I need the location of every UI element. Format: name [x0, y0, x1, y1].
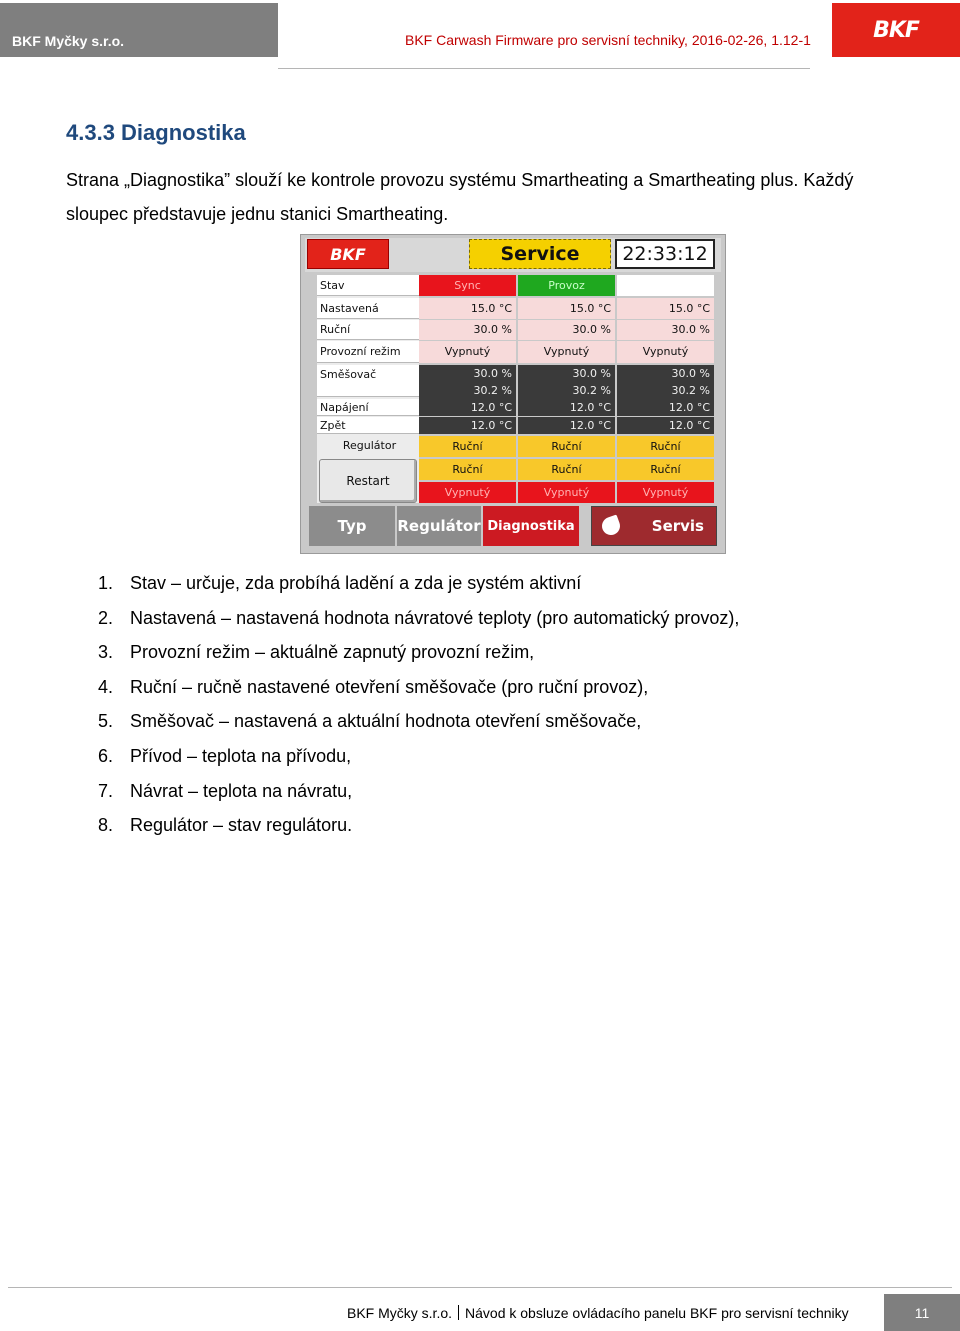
list-item: 5. Směšovač – nastavená a aktuální hodnota otevření směšovače, [98, 711, 642, 732]
cell-zpet: 12.0 °C [419, 417, 516, 434]
cell-smesovac-actual: 30.2 % [617, 382, 714, 399]
station-column-2 [518, 275, 616, 503]
label-nastavena: Nastavená [317, 298, 419, 319]
cell-napajeni: 12.0 °C [419, 399, 516, 416]
label-provozni-rezim: Provozní režim [317, 341, 419, 363]
footer-company: BKF Myčky s.r.o. [347, 1305, 453, 1321]
cell-smesovac-set: 30.0 % [617, 365, 714, 382]
cell-regulator-2: Ruční [518, 459, 615, 480]
list-item: 2. Nastavená – nastavená hodnota návratové teploty (pro automatický provoz), [98, 607, 740, 628]
cell-nastavena: 15.0 °C [518, 298, 615, 319]
page-number: 11 [884, 1294, 960, 1331]
station-column-1 [419, 275, 517, 503]
service-hand-icon [599, 514, 622, 537]
footer-title: Návod k obsluze ovládacího panelu BKF pro servisní techniky [465, 1305, 849, 1321]
cell-stav [617, 275, 714, 296]
label-regulator: Regulátor [342, 439, 397, 452]
restart-button[interactable]: Restart [319, 459, 417, 503]
cell-smesovac-actual: 30.2 % [518, 382, 615, 399]
cell-regulator-1: Ruční [617, 436, 714, 457]
cell-rezim: Vypnutý [419, 341, 516, 363]
list-item: 3. Provozní režim – aktuálně zapnutý provozní režim, [98, 642, 535, 663]
label-zpet: Zpět [317, 417, 419, 434]
cell-smesovac-set: 30.0 % [518, 365, 615, 382]
header-company: BKF Myčky s.r.o. [0, 3, 278, 57]
label-smesovac: Směšovač [317, 365, 419, 397]
label-rucni: Ruční [317, 320, 419, 340]
label-napajeni: Napájení [317, 399, 419, 416]
label-stav: Stav [317, 275, 419, 296]
bkf-logo [832, 3, 960, 57]
cell-regulator-3: Vypnutý [617, 482, 714, 503]
station-column-3 [617, 275, 715, 503]
footer-text [347, 1305, 849, 1321]
cell-regulator-3: Vypnutý [419, 482, 516, 503]
cell-smesovac-set: 30.0 % [419, 365, 516, 382]
field-description-list [98, 566, 739, 843]
cell-regulator-3: Vypnutý [518, 482, 615, 503]
cell-rucni: 30.0 % [518, 320, 615, 340]
screen-title: Service [469, 239, 611, 269]
cell-regulator-1: Ruční [518, 436, 615, 457]
bkf-logo-text: BKF [873, 17, 919, 43]
tab-servis[interactable] [591, 506, 717, 546]
cell-zpet: 12.0 °C [617, 417, 714, 434]
tab-typ[interactable]: Typ [309, 506, 397, 546]
cell-napajeni: 12.0 °C [518, 399, 615, 416]
cell-zpet: 12.0 °C [518, 417, 615, 434]
cell-napajeni: 12.0 °C [617, 399, 714, 416]
cell-smesovac-actual: 30.2 % [419, 382, 516, 399]
list-item: 1. Stav – určuje, zda probíhá ladění a zda je systém aktivní [98, 573, 582, 593]
header-divider [278, 68, 810, 69]
cell-rucni: 30.0 % [617, 320, 714, 340]
screen-logo: BKF [307, 239, 389, 269]
screen-tab-bar [309, 506, 721, 546]
cell-rezim: Vypnutý [518, 341, 615, 363]
footer-separator [458, 1305, 459, 1320]
intro-line-1: Strana „Diagnostika” slouží ke kontrole provozu systému Smartheating a Smartheating plus. Každý [66, 170, 854, 190]
list-item: 6. Přívod – teplota na přívodu, [98, 745, 352, 766]
diagnostics-screenshot [300, 234, 726, 554]
station-grid [419, 275, 715, 503]
tab-diagnostika[interactable]: Diagnostika [483, 506, 581, 546]
section-intro [66, 163, 936, 231]
list-item: 4. Ruční – ručně nastavené otevření směšovače (pro ruční provoz), [98, 676, 649, 697]
cell-rezim: Vypnutý [617, 341, 714, 363]
screen-clock: 22:33:12 [615, 239, 715, 269]
tab-servis-label: Servis [651, 517, 704, 535]
cell-regulator-2: Ruční [419, 459, 516, 480]
footer-divider [8, 1287, 952, 1288]
cell-stav: Sync [419, 275, 516, 296]
header-document-title: BKF Carwash Firmware pro servisní techniky, 2016-02-26, 1.12-1 [405, 32, 811, 48]
cell-nastavena: 15.0 °C [617, 298, 714, 319]
tab-regulator[interactable]: Regulátor [397, 506, 483, 546]
list-item: 7. Návrat – teplota na návratu, [98, 780, 353, 801]
cell-stav: Provoz [518, 275, 615, 296]
cell-regulator-2: Ruční [617, 459, 714, 480]
list-item: 8. Regulátor – stav regulátoru. [98, 815, 353, 836]
intro-line-2: sloupec představuje jednu stanici Smartheating. [66, 204, 449, 224]
cell-rucni: 30.0 % [419, 320, 516, 340]
cell-nastavena: 15.0 °C [419, 298, 516, 319]
cell-regulator-1: Ruční [419, 436, 516, 457]
section-heading: 4.3.3 Diagnostika [66, 120, 246, 145]
